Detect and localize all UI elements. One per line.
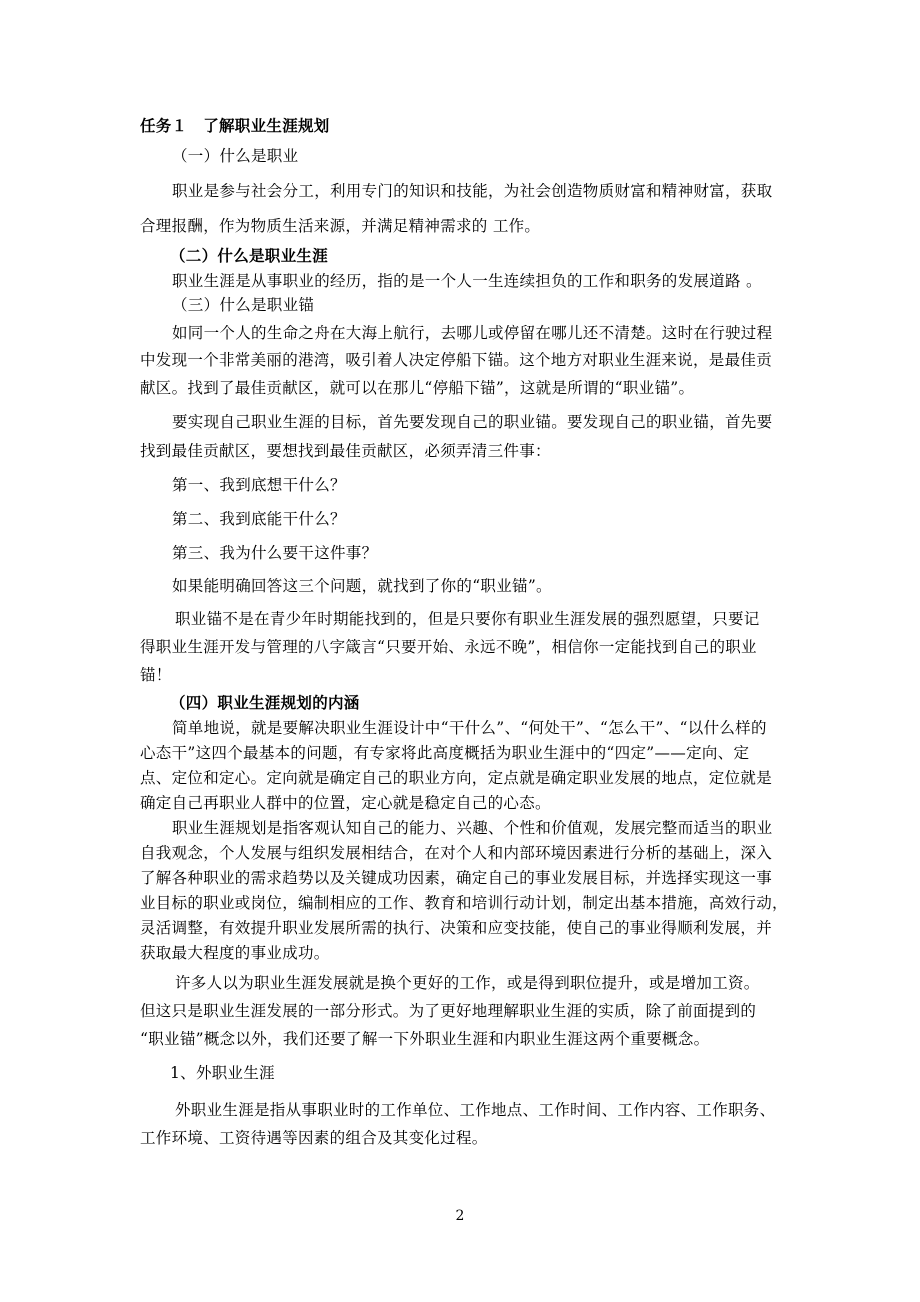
paragraph-line: 但这只是职业生涯发展的一部分形式。为了更好地理解职业生涯的实质，除了前面提到的 — [140, 1002, 757, 1020]
paragraph-line: 职业生涯是从事职业的经历，指的是一个人一生连续担负的工作和职务的发展道路 。 — [172, 272, 762, 290]
question-line: 第二、我到底能干什么？ — [172, 510, 346, 528]
paragraph-line: 简单地说，就是要解决职业生涯设计中“干什么”、“何处干”、“怎么干”、“以什么样的 — [172, 719, 767, 737]
paragraph-line: 确定自己再职业人群中的位置，定心就是稳定自己的心态。 — [140, 794, 551, 812]
paragraph-line: 要实现自己职业生涯的目标，首先要发现自己的职业锚。要发现自己的职业锚，首先要 — [172, 413, 773, 431]
paragraph-line: 点、定位和定心。定向就是确定自己的职业方向，定点就是确定职业发展的地点，定位就是 — [140, 769, 773, 787]
page-title: 任务１ 了解职业生涯规划 — [140, 116, 330, 135]
paragraph-line: 得职业生涯开发与管理的八字箴言“只要开始、永远不晚”，相信你一定能找到自己的职业 — [140, 638, 757, 656]
paragraph-line: 职业是参与社会分工，利用专门的知识和技能，为社会创造物质财富和精神财富，获取 — [172, 182, 773, 200]
section-heading-3: （三）什么是职业锚 — [172, 296, 315, 314]
paragraph-line: 心态干”这四个最基本的问题，有专家将此高度概括为职业生涯中的“四定”——定向、定 — [140, 744, 750, 762]
paragraph-line: 合理报酬，作为物质生活来源，并满足精神需求的 工作。 — [140, 217, 541, 235]
paragraph-line: 职业生涯规划是指客观认知自己的能力、兴趣、个性和价值观，发展完整而适当的职业 — [172, 819, 773, 837]
paragraph-line: 锚！ — [140, 666, 172, 684]
section-heading-4: （四）职业生涯规划的内涵 — [170, 693, 360, 712]
paragraph-line: 获取最大程度的事业成功。 — [140, 944, 330, 962]
paragraph-line: 灵活调整，有效提升职业发展所需的执行、决策和应变技能，使自己的事业得顺利发展，并 — [140, 919, 773, 937]
question-line: 第三、我为什么要干这件事？ — [172, 544, 378, 562]
section-heading-1: （一）什么是职业 — [172, 147, 299, 165]
paragraph-line: 如果能明确回答这三个问题，就找到了你的“职业锚”。 — [172, 577, 552, 595]
question-line: 第一、我到底想干什么？ — [172, 476, 346, 494]
paragraph-line: 自我观念，个人发展与组织发展相结合，在对个人和内部环境因素进行分析的基础上，深入 — [140, 844, 773, 862]
paragraph-line: 找到最佳贡献区，要想找到最佳贡献区，必须弄清三件事： — [140, 442, 551, 460]
paragraph-line: 中发现一个非常美丽的港湾，吸引着人决定停船下锚。这个地方对职业生涯来说，是最佳贡 — [140, 351, 773, 369]
paragraph-line: 了解各种职业的需求趋势以及关键成功因素，确定自己的事业发展目标，并选择实现这一事 — [140, 869, 773, 887]
section-heading-2: （二）什么是职业生涯 — [170, 246, 329, 265]
paragraph-line: 职业锚不是在青少年时期能找到的，但是只要你有职业生涯发展的强烈愿望，只要记 — [175, 610, 760, 628]
paragraph-line: 如同一个人的生命之舟在大海上航行，去哪儿或停留在哪儿还不清楚。这时在行驶过程 — [172, 324, 773, 342]
paragraph-line: 献区。找到了最佳贡献区，就可以在那儿“停船下锚”，这就是所谓的“职业锚”。 — [140, 379, 695, 397]
paragraph-line: 外职业生涯是指从事职业时的工作单位、工作地点、工作时间、工作内容、工作职务、 — [175, 1101, 776, 1119]
paragraph-line: 业目标的职业或岗位，编制相应的工作、教育和培训行动计划，制定出基本措施，高效行动， — [140, 894, 788, 912]
page-number: 2 — [455, 1208, 465, 1224]
paragraph-line: 工作环境、工资待遇等因素的组合及其变化过程。 — [140, 1129, 488, 1147]
paragraph-line: “职业锚”概念以外，我们还要了解一下外职业生涯和内职业生涯这两个重要概念。 — [140, 1030, 710, 1048]
subsection-heading-1: 1、外职业生涯 — [170, 1064, 275, 1082]
paragraph-line: 许多人以为职业生涯发展就是换个更好的工作，或是得到职位提升，或是增加工资。 — [175, 974, 760, 992]
